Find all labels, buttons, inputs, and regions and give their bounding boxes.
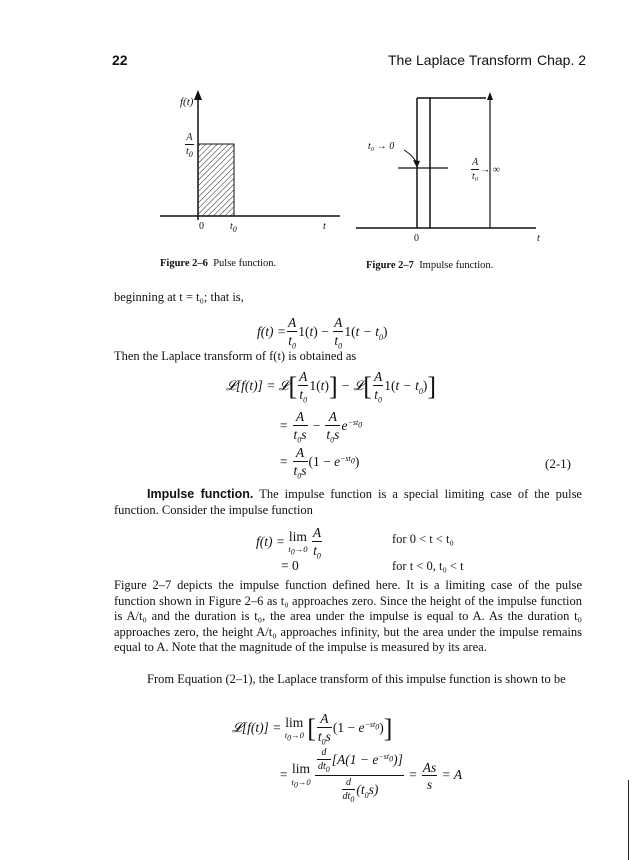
height-arrow-icon — [487, 92, 493, 100]
y-label: f(t) — [180, 96, 194, 108]
impulse-heading: Impulse function. — [147, 487, 254, 501]
x-axis-label: t — [537, 233, 540, 244]
arrowhead-icon — [413, 160, 420, 168]
paragraph-beginning: beginning at t = t₀; that is, — [114, 290, 244, 304]
equation-impulse-laplace-1: 𝓛[f(t)] = lim $t_0\to 0$ [ $\frac{A}{t_0s}$ $(1 - e^{-st_0})$] — [232, 711, 393, 747]
figure-2-6-caption: Figure 2–6 Pulse function. — [160, 258, 277, 269]
paragraph-figure-description: Figure 2–7 depicts the impulse function defined here. It is a limiting case of the pulse function shown in Figure 2–6 as t₀ approaches zero. Since the height of the impulse function is A/t₀ and the duration is t₀, the area under the impulse is equal to A. As the duration t₀ approaches zero, the height A/t₀ approaches infinity, but the area under the impulse remains equal to A. Note that the magnitude of the impulse is measured by its area. — [114, 578, 582, 655]
condition-2: for t < 0, t₀ < t — [392, 559, 464, 573]
equation-laplace-1: 𝓛[f(t)] = 𝓛[ $\frac{A}{t_0}$ 1(t)] − 𝓛[ $\frac{A}{t_0}$ $1(t - t_0)$] — [226, 369, 437, 405]
pulse-height-label: $\frac{A}{t_0}$ — [186, 132, 193, 159]
equation-laplace-3: = $\frac{A}{t_0s}$ $(1 - e^{-st_0})$ — [279, 445, 360, 481]
equation-impulse-laplace-2: = lim $t_0\to 0$ $\frac{d}{dt_0}$ $[A(1 - e^{-st_0})]$ $\frac{d}{dt_0}$ $(t_0s)$ = $\frac{As}{s}$ = A — [279, 747, 463, 804]
x-zero-label: 0 — [414, 233, 419, 244]
condition-1: for 0 < t < t₀ — [392, 532, 454, 546]
equation-number: (2-1) — [545, 456, 571, 471]
x-axis-label: t — [323, 221, 326, 232]
equation-impulse-zero: = 0 — [281, 558, 299, 573]
x-t0-label: $t_0$ — [230, 221, 237, 234]
limit-t0-label: t₀ → 0 — [368, 141, 395, 152]
equation-impulse-def: f(t) = lim $t_0\to 0$ $\frac{A}{t_0}$ — [256, 525, 322, 561]
paragraph-then: Then the Laplace transform of f(t) is obtained as — [114, 349, 357, 363]
chapter-title: The Laplace Transform — [388, 52, 532, 68]
equation-laplace-2: = $\frac{A}{t_0s}$ − $\frac{A}{t_0s}$ $e^{-st_0}$ — [279, 409, 363, 445]
paragraph-impulse-intro: Impulse function. The impulse function is a special limiting case of the pulse function. Consider the impulse function — [114, 487, 582, 517]
limit-height-label: $\frac{A}{\text{t₀}}$ → ∞ — [472, 157, 500, 182]
paragraph-from-equation: From Equation (2–1), the Laplace transform of this impulse function is shown to be — [147, 672, 566, 686]
x-zero-label: 0 — [199, 221, 204, 232]
pulse-area — [198, 144, 234, 216]
pulse-function-figure — [160, 88, 350, 248]
impulse-function-figure — [356, 90, 546, 250]
figure-2-7-caption: Figure 2–7 Impulse function. — [366, 260, 494, 271]
equation-pulse: f(t) = $\frac{A}{t_0}$ 1(t) − $\frac{A}{t_0}$ $1(t - t_0)$ — [257, 315, 388, 351]
page-number: 22 — [112, 52, 128, 68]
y-arrow-icon — [194, 90, 202, 100]
chapter-label: Chap. 2 — [537, 52, 587, 68]
page-edge-line — [628, 780, 629, 860]
